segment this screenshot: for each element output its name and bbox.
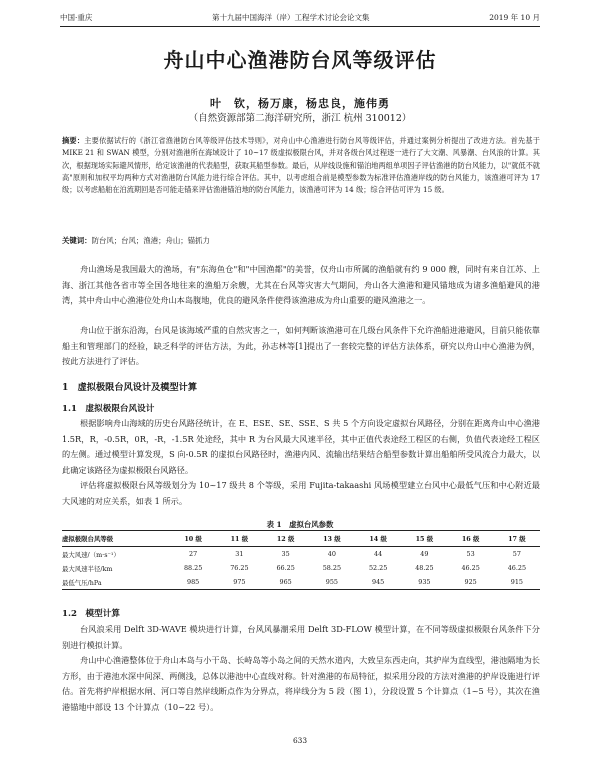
table-header-cell: 12 级 [276,535,295,543]
table-header-cell: 13 级 [323,535,341,543]
table-cell: 最大风速半径/km [62,564,113,573]
affiliation: （自然资源部第二海洋研究所，浙江 杭州 310012） [188,113,412,124]
abstract [62,135,540,196]
header-date: 2019 年 10 月 [489,13,540,22]
table-cell: 985 [187,578,200,586]
table-header-cell: 17 级 [508,535,526,543]
author-list: 叶 钦，杨万康，杨忠良，施伟勇 [210,97,390,110]
header-location: 中国·重庆 [60,13,93,22]
table-cell: 最大风速/（m·s⁻¹） [62,550,120,559]
header-proceedings: 第十九届中国海洋（岸）工程学术讨论会论文集 [212,13,370,22]
table-cell: 最低气压/hPa [62,578,102,587]
table-cell: 46.25 [507,564,527,572]
table-header-row [62,531,540,547]
section-1-1-heading: 1.1 虚拟极限台风设计 [62,404,155,414]
abstract-text: 主要依据试行的《浙江省渔港防台风等级评估技术导则》，对舟山中心渔港进行防台风等级评估，并通过案例分析提出了改进方法。首先基于 MIKE 21 和 SWAN 模型，分别对渔港所在海域设计了 10~17 级虚拟极限台风，并对各级台风过程逐一进行了大文潮、风暴潮、台风浪的计算。其次，根据现场实际避风情形，给定该渔港的代表船型，获取其船型参数。最后，从岸线设施和锚泊地两组单项因子评估渔港的防台风能力，以"就低不就高"原则和加权平均两种方式对渔港防台风能力进行综合评估。其中，以考虑组合前是模型参数为标准评估渔港岸线的防台风能力，该渔港可评为 17 级；以考虑船舶在泊流期回是否可能走锚来评估渔港锚泊地的防台风能力，该渔港可评为 14 级；综合评估可评为 15 级。 [62,136,540,195]
table-cell: 52.25 [368,564,388,572]
abstract-label: 摘要： [62,136,85,145]
keywords-label: 关键词： [62,236,92,245]
table-cell: 955 [325,578,338,586]
table-cell: 76.25 [230,564,249,572]
section-1-2-heading: 1.2 模型计算 [62,609,120,619]
table-cell: 44 [374,550,383,558]
section-1-heading: 1 虚拟极限台风设计及模型计算 [62,382,198,393]
table-cell: 27 [189,550,198,558]
table-cell: 46.25 [461,564,480,572]
header-rule [60,26,540,27]
table-cell: 965 [279,578,292,586]
table-cell: 31 [235,550,244,558]
section-1-2-paragraph-1: 台风浪采用 Delft 3D-WAVE 模块进行计算，台风风暴潮采用 Delft 3D-FLOW 模型计算，在不同等级虚拟极限台风条件下分别进行模拟计算。 [62,624,540,650]
keywords [62,235,540,246]
table-cell: 925 [464,578,477,586]
table-cell: 48.25 [415,564,434,572]
table-cell: 57 [512,550,521,558]
table-header-cell: 15 级 [415,535,434,543]
table-cell: 53 [466,550,475,558]
keywords-text: 防台风；台风；渔港；舟山；锚抓力 [91,236,210,245]
table-row [62,561,540,575]
table-cell: 49 [420,550,429,558]
table-header-cell: 14 级 [369,535,387,543]
table-cell: 88.25 [183,564,203,572]
running-header [60,12,540,23]
table-cell: 35 [281,550,290,558]
table-cell: 40 [327,550,336,558]
table-cell: 915 [510,578,523,586]
table-cell: 975 [233,578,246,586]
table-header-cell: 11 级 [230,535,249,543]
table-header-cell: 16 级 [461,535,480,543]
table-1 [62,530,540,590]
page-number: 633 [292,736,308,745]
table-header-cell: 10 级 [184,535,202,543]
paper-title: 舟山中心渔港防台风等级评估 [163,48,437,72]
table-cell: 935 [418,578,431,586]
section-1-1-paragraph-1: 根据影响舟山海域的历史台风路径统计，在 E、ESE、SE、SSE、S 共 5 个方向设定虚拟台风路径，分别在距离舟山中心渔港 1.5R，R，-0.5R，0R，-R，-1.5R 处途经，其中 R 为台风最大风速半径，其中正值代表途经工程区的右侧，负值代表途经工程区的左侧。通过模型计算发现，S 向-0.5R 的虚拟台风路径时，渔港内风、流输出结果结合船型参数计算出船舶所受风流合力最大，以此确定该路径为虚拟极限台风路径。 [62,418,540,476]
table-1-caption: 表 1 虚拟台风参数 [266,520,334,529]
table-cell: 66.25 [276,564,295,572]
intro-paragraph-1: 舟山渔场是我国最大的渔场，有"东海鱼仓"和"中国渔都"的美誉，仅舟山市所属的渔船就有约 9 000 艘，同时有来自江苏、上海、浙江其他各省市等全国各地往来的渔船万余艘，尤其在台风等灾害大气期间，舟山各大渔港和避风锚地成为诸多渔船避风的港湾，其中舟山中心渔港位处舟山本岛腹地，优良的避风条件使得该渔港成为舟山重要的避风渔港之一。 [62,264,540,306]
section-1-2-paragraph-2: 舟山中心渔港整体位于舟山本岛与小干岛、长峙岛等小岛之间的天然水道内，大致呈东西走向，其护岸为直线型，港池隔地为长方形，由于港池水深中间深、两侧浅，总体以港池中心直线对称。针对渔港的布局特征，拟采用分段的方法对渔港的护岸设施进行评估。首先将护岸根据水闸、河口等自然岸线断点作为分界点，将岸线分为 5 段（图 1），分段设置 5 个计算点（1~5 号），其次在渔港锚地中部设 13 个计算点（10~22 号）。 [62,655,540,713]
table-cell: 58.25 [322,564,342,572]
section-1-1-paragraph-2: 评估将虚拟极限台风等级划分为 10~17 级共 8 个等级，采用 Fujita-takaashi 风场模型建立台风中心最低气压和中心附近最大风速的对应关系，如表 1 所示。 [62,480,540,506]
table-row [62,575,540,590]
table-row [62,547,540,562]
table-header-cell: 虚拟极限台风等级 [62,535,114,543]
table-cell: 945 [372,578,385,586]
intro-paragraph-2: 舟山位于浙东沿海，台风是该海域严重的自然灾害之一，如何判断该渔港可在几级台风条件下允许渔船进港避风，目前只能依靠船主和管理部门的经验，缺乏科学的评估方法，为此，孙志林等[1]提出了一套较完整的评估方法体系，研究以舟山中心渔港为例，按此方法进行了评估。 [62,325,540,367]
